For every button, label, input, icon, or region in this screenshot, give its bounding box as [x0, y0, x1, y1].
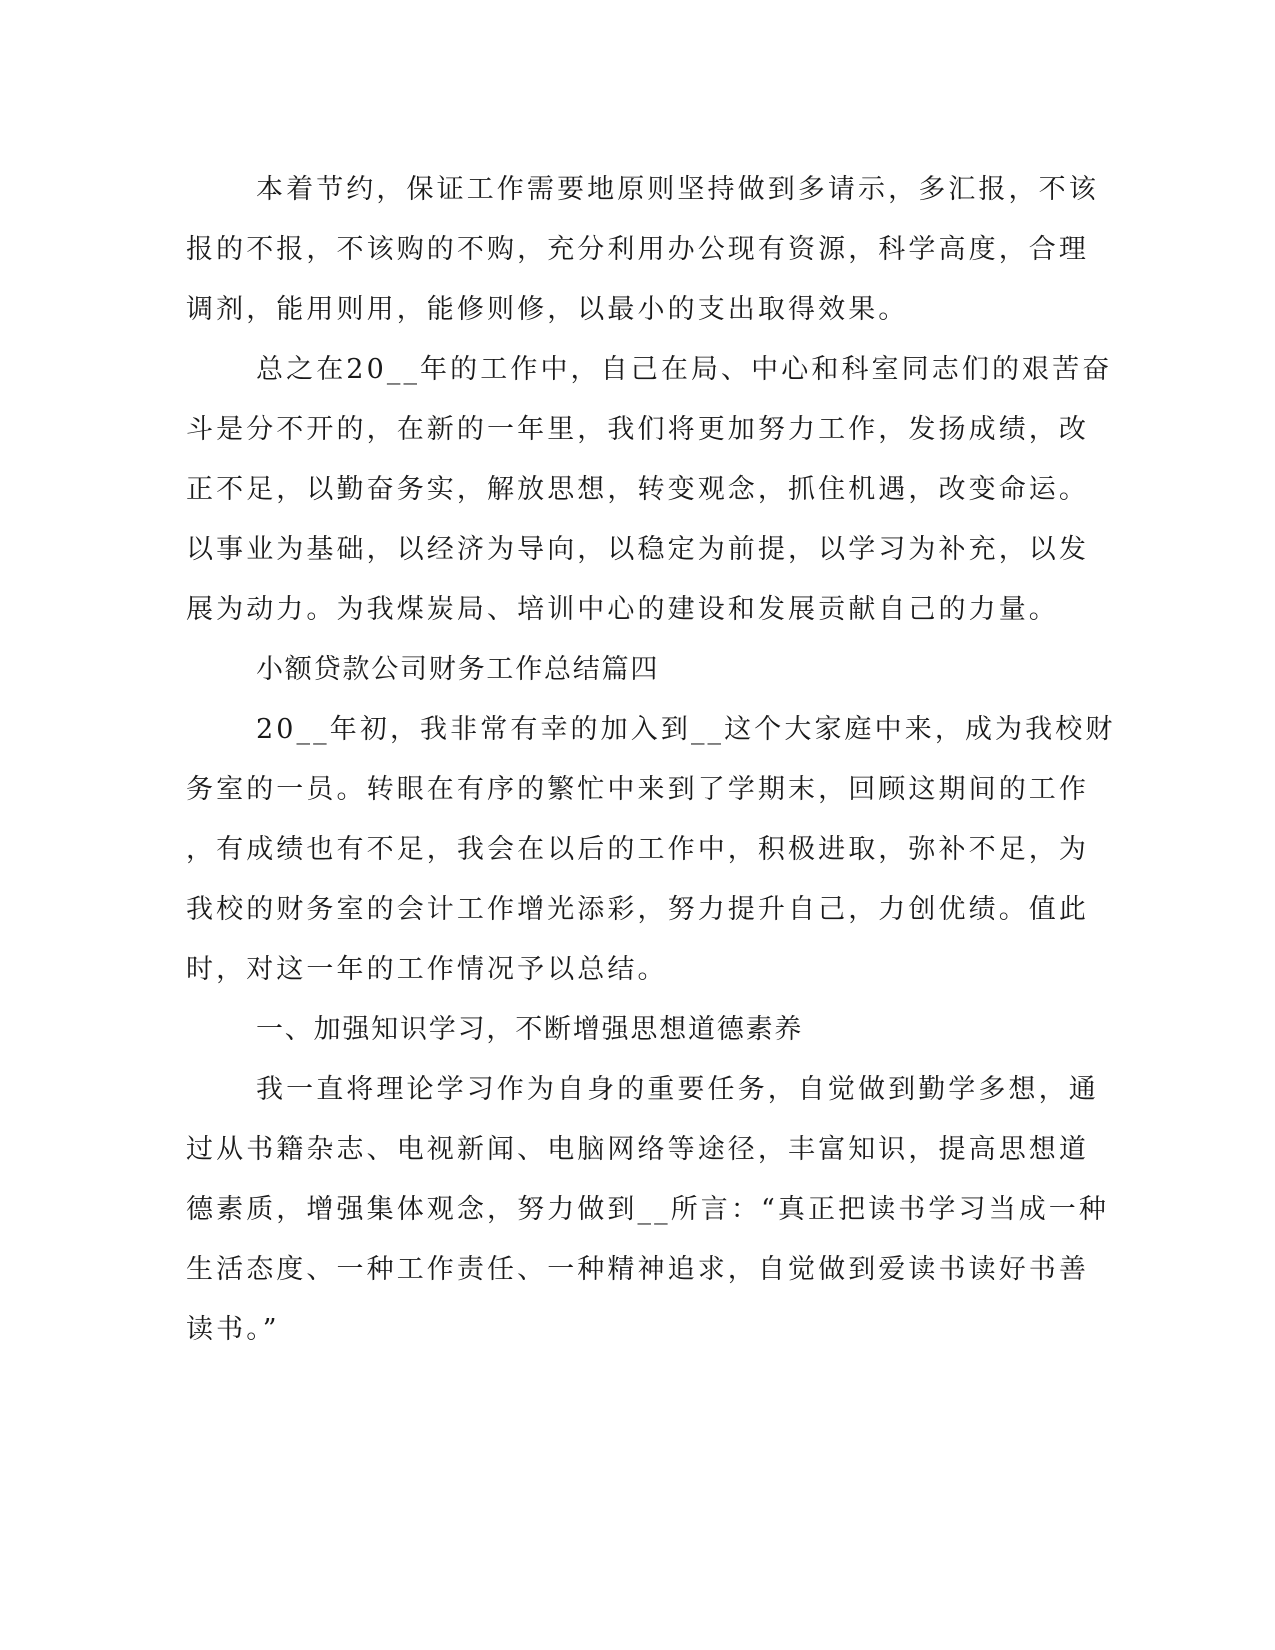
paragraph-line: 20__年初，我非常有幸的加入到__这个大家庭中来，成为我校财 [256, 714, 1116, 745]
section-title: 小额贷款公司财务工作总结篇四 [256, 654, 660, 685]
paragraph-line: 过从书籍杂志、电视新闻、电脑网络等途径，丰富知识，提高思想道 [186, 1134, 1089, 1165]
document-body [186, 160, 1116, 1360]
paragraph-line: ，有成绩也有不足，我会在以后的工作中，积极进取，弥补不足，为 [186, 834, 1089, 865]
paragraph-line: 时，对这一年的工作情况予以总结。 [186, 954, 668, 985]
subsection-heading: 一、加强知识学习，不断增强思想道德素养 [256, 1014, 804, 1045]
paragraph-line: 正不足，以勤奋务实，解放思想，转变观念，抓住机遇，改变命运。 [186, 474, 1089, 505]
paragraph-line: 生活态度、一种工作责任、一种精神追求，自觉做到爱读书读好书善 [186, 1254, 1089, 1285]
paragraph-line: 报的不报，不该购的不购，充分利用办公现有资源，科学高度，合理 [186, 234, 1089, 265]
paragraph-line: 我一直将理论学习作为自身的重要任务，自觉做到勤学多想，通 [256, 1074, 1099, 1105]
paragraph-line: 展为动力。为我煤炭局、培训中心的建设和发展贡献自己的力量。 [186, 594, 1059, 625]
paragraph-line: 以事业为基础，以经济为导向，以稳定为前提，以学习为补充，以发 [186, 534, 1089, 565]
paragraph-line: 斗是分不开的，在新的一年里，我们将更加努力工作，发扬成绩，改 [186, 414, 1089, 445]
paragraph-line: 调剂，能用则用，能修则修，以最小的支出取得效果。 [186, 294, 909, 325]
paragraph-line: 本着节约，保证工作需要地原则坚持做到多请示，多汇报，不该 [256, 174, 1099, 205]
paragraph-line: 德素质，增强集体观念，努力做到__所言：“真正把读书学习当成一种 [186, 1194, 1110, 1225]
paragraph-line: 我校的财务室的会计工作增光添彩，努力提升自己，力创优绩。值此 [186, 894, 1089, 925]
paragraph-line: 总之在20__年的工作中，自己在局、中心和科室同志们的艰苦奋 [256, 354, 1113, 385]
paragraph-line: 务室的一员。转眼在有序的繁忙中来到了学期末，回顾这期间的工作 [186, 774, 1089, 805]
paragraph-line: 读书。” [186, 1314, 280, 1345]
